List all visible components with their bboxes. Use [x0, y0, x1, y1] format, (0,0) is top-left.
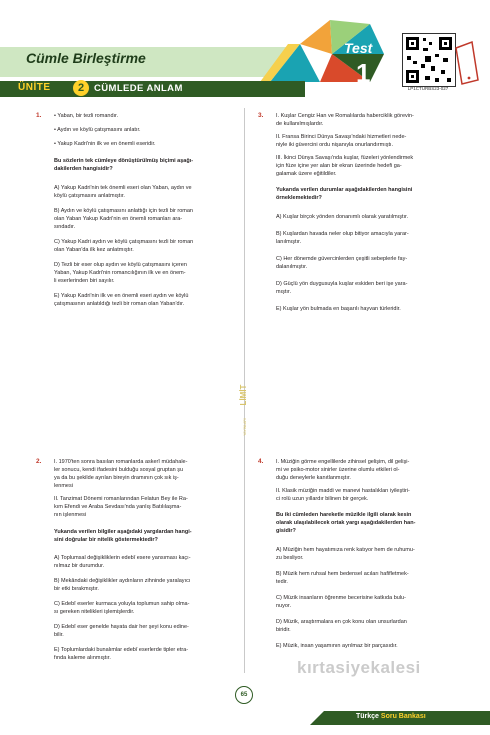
unit-label: ÜNİTE [18, 82, 51, 93]
publisher-mark-sub: YAYINLARI [243, 418, 247, 436]
qr-code [402, 33, 456, 87]
book-title-prefix: Türkçe [356, 713, 379, 720]
option-d[interactable]: li eserlerinden biri sayılır. [54, 278, 115, 284]
page-title: Cümle Birleştirme [26, 50, 146, 66]
option-d[interactable]: D) Güçlü yön duygusuyla kuşlar eskiden beri işe yara- [276, 281, 408, 287]
question-stem: örneklemektedir? [276, 195, 322, 201]
premise-line: ya da bu şekilde ayrılan bireyin dramının çok sık iş- [54, 475, 179, 481]
premise-line: • Yakup Kadri'nin ilk ve en önemli eseridir. [54, 141, 156, 147]
test-label: Test [344, 40, 373, 56]
question-number: 4. [258, 458, 264, 465]
option-e[interactable]: fında kaleme alınmıştır. [54, 655, 111, 661]
premise-line: ci rolü uzun yıllardır bilinen bir gerçek. [276, 496, 369, 502]
option-c[interactable]: olan Yaban'da ilk kez anlatmıştır. [54, 247, 134, 253]
option-a[interactable]: A) Müziğin hem hayatımıza renk katıyor hem de ruhumu- [276, 547, 415, 553]
premise-line: I. Müziğin görme engellilerde zihinsel gelişim, dil gelişi- [276, 459, 410, 465]
option-e[interactable]: E) Kuşlar yön bulmada en başarılı hayvan türleridir. [276, 306, 401, 312]
option-b[interactable]: tedir. [276, 579, 288, 585]
option-c[interactable]: sı gereken nitelikleri işlemişlerdir. [54, 609, 135, 615]
option-d[interactable]: Yaban, Yakup Kadri'nin romancılığının ilk ve en önem- [54, 270, 186, 276]
premise-line: duğu deneylerle kanıtlanmıştır. [276, 475, 351, 481]
option-b[interactable]: lanılmıştır. [276, 239, 302, 245]
question-2 [36, 458, 236, 668]
option-b[interactable]: B) Müzik hem ruhsal hem bedensel acıları hafifletmek- [276, 571, 409, 577]
option-c[interactable]: nuyor. [276, 603, 291, 609]
premise-line: • Yaban, bir tezli romandır. [54, 113, 119, 119]
option-b[interactable]: olan Yaban Yakup Kadri'nin en önemli romanları ara- [54, 216, 183, 222]
unit-number-badge: 2 [73, 80, 89, 96]
premise-line: niyle iki güvercini ordu nişanıyla onurlandırmıştı. [276, 142, 394, 148]
book-title [356, 713, 426, 720]
premise-line: ler sonucu, kendi ifadesini bulduğu sosyal gruptan şu [54, 467, 184, 473]
question-stem: sini doğrular bir nitelik göstermektedir? [54, 537, 158, 543]
option-d[interactable]: bilir. [54, 632, 64, 638]
question-1 [36, 112, 236, 322]
question-4 [258, 458, 478, 668]
premise-line: II. Tanzimat Dönemi romanlarından Felatun Bey ile Ra- [54, 496, 188, 502]
option-b[interactable]: B) Kuşlardan havada neler olup bitiyor amacıyla yarar- [276, 231, 409, 237]
option-c[interactable]: dalanılmıştır. [276, 264, 308, 270]
premise-line: galamak üzere eğitildiler. [276, 171, 337, 177]
option-d[interactable]: mıştır. [276, 289, 291, 295]
option-e[interactable]: E) Müzik, insan yaşamının ayrılmaz bir parçasıdır. [276, 643, 398, 649]
premise-line: mi ve psiko-motor sinirler üzerine olumlu etkileri ol- [276, 467, 400, 473]
option-b[interactable]: B) Mekândaki değişiklikler aydınların zihninde yaralayıcı [54, 578, 191, 584]
option-e[interactable]: E) Toplumlardaki bunalımlar edebî eserlerde tipler etra- [54, 647, 189, 653]
question-stem: Yukarıda verilen bilgiler aşağıdaki yargılardan hangi- [54, 529, 192, 535]
option-d[interactable]: biridir. [276, 627, 291, 633]
question-stem: olarak ulaşılabilecek ortak yargı aşağıdakilerden han- [276, 520, 416, 526]
qr-code-icon [403, 34, 455, 86]
option-a[interactable]: zu besliyor. [276, 555, 304, 561]
premise-line: III. İkinci Dünya Savaşı'nda kuşlar, füzeleri yönlendirmek [276, 155, 414, 161]
question-stem: dakilerden hangisidir? [54, 166, 113, 172]
question-number: 2. [36, 458, 42, 465]
premise-line: II. Fransa Birinci Dünya Savaşı'ndaki hizmetleri nede- [276, 134, 407, 140]
question-3 [258, 112, 478, 322]
option-a[interactable]: nılmaz bir durumdur. [54, 563, 105, 569]
question-stem: gisidir? [276, 528, 296, 534]
footer-accent [310, 711, 324, 725]
question-stem: Yukarıda verilen durumlar aşağıdakilerden hangisini [276, 187, 413, 193]
option-d[interactable]: D) Edebî eser genelde hayata dair her şeyi konu edine- [54, 624, 189, 630]
page-number: 65 [235, 686, 253, 704]
question-number: 3. [258, 112, 264, 119]
watermark: kırtasiyekalesi [297, 658, 421, 677]
premise-line: I. Kuşlar Cengiz Han ve Romalılarda haberciklik görevin- [276, 113, 414, 119]
publisher-mark-main: LİMİT [239, 384, 248, 406]
option-a[interactable]: A) Yakup Kadri'nin tek önemli eseri olan Yaban, aydın ve [54, 185, 192, 191]
option-c[interactable]: C) Müzik insanların öğrenme becerisine katkıda bulu- [276, 595, 406, 601]
premise-line: kım Efendi ve Araba Sevdası'nda yanlış Batılılaşma- [54, 504, 182, 510]
unit-name: CÜMLEDE ANLAM [94, 83, 183, 94]
question-stem: Bu iki cümleden hareketle müzikle ilgili olarak kesin [276, 512, 412, 518]
phone-scan-icon [452, 40, 480, 86]
option-d[interactable]: D) Tezli bir eser olup aydın ve köylü çatışmasını içeren [54, 262, 187, 268]
option-a[interactable]: A) Kuşlar birçok yönden donanımlı olarak yaratılmıştır. [276, 214, 409, 220]
option-c[interactable]: C) Edebî eserler kurmaca yoluyla toplumun sahip olma- [54, 601, 190, 607]
premise-line: için füze içine yer alan bir ekran üzerinde hedefi ga- [276, 163, 402, 169]
option-b[interactable]: B) Aydın ve köylü çatışmasını anlattığı için tezli bir roman [54, 208, 193, 214]
option-a[interactable]: köylü çatışmasını anlatmıştır. [54, 193, 125, 199]
option-c[interactable]: C) Her dönemde güvercinlerden çeşitli sebeplerle fay- [276, 256, 408, 262]
premise-line: • Aydın ve köylü çatışmasını anlatır. [54, 127, 141, 133]
question-number: 1. [36, 112, 42, 119]
option-c[interactable]: C) Yakup Kadri aydın ve köylü çatışmasını tezli bir roman [54, 239, 194, 245]
option-d[interactable]: D) Müzik, araştırmalara en çok konu olan unsurlardan [276, 619, 407, 625]
test-number: 1 [356, 58, 371, 88]
publisher-mark [236, 355, 252, 445]
premise-line: de kullanılmışlardır. [276, 121, 324, 127]
option-b[interactable]: bir etki bırakmıştır. [54, 586, 99, 592]
qr-caption: LP1CTURBS23-027 [407, 86, 449, 91]
option-e[interactable]: çatışmasının anlatıldığı tezli bir roman olan Yaban'dır. [54, 301, 185, 307]
premise-line: lenmesi [54, 483, 73, 489]
premise-line: II. Klasik müziğin maddi ve manevi hastalıkları iyileştiri- [276, 488, 410, 494]
option-b[interactable]: sındadır. [54, 224, 76, 230]
premise-line: nın işlenmesi [54, 512, 87, 518]
option-e[interactable]: E) Yakup Kadri'nin ilk ve en önemli eseri aydın ve köylü [54, 293, 189, 299]
premise-line: I. 1970'ten sonra basılan romanlarda askerî müdahale- [54, 459, 188, 465]
book-title-suffix: Soru Bankası [380, 713, 426, 720]
option-a[interactable]: A) Toplumsal değişikliklerin edebî esere yansıması kaçı- [54, 555, 191, 561]
question-stem: Bu sözlerin tek cümleye dönüştürülmüş biçimi aşağı- [54, 158, 194, 164]
